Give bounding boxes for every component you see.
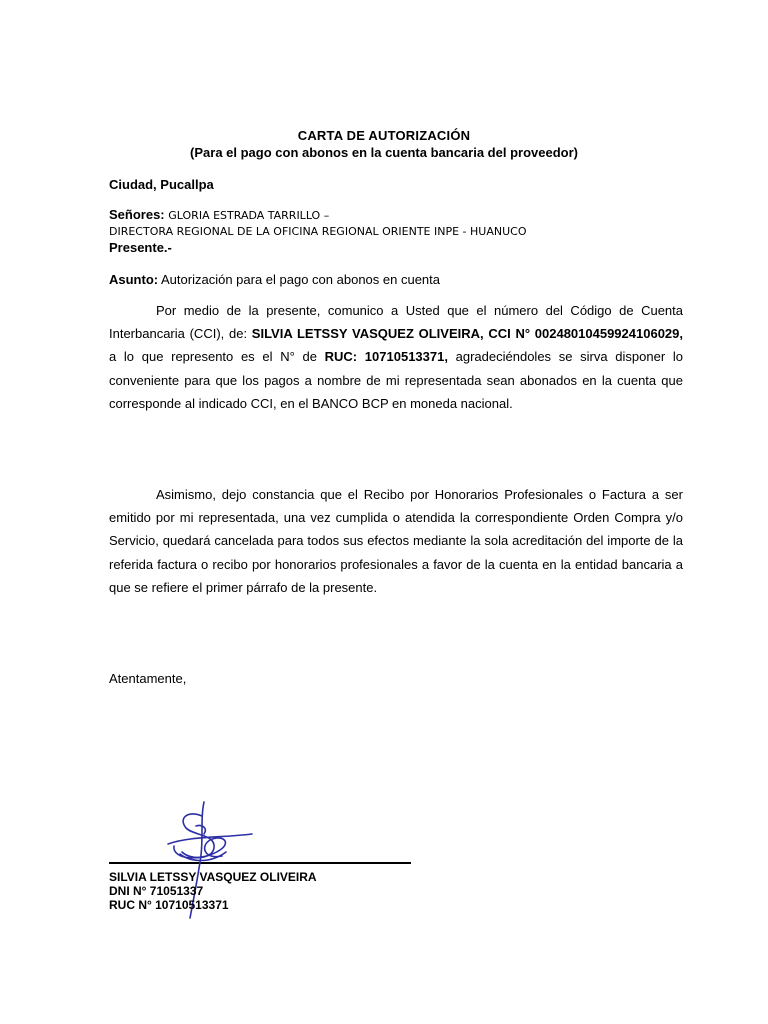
paragraph-text: a lo que represento es el N° de [109, 349, 325, 365]
letter-title: CARTA DE AUTORIZACIÓN [297, 128, 471, 143]
subject-line [109, 272, 440, 287]
closing: Atentamente, [109, 671, 187, 686]
paragraph-text: Asimismo, dejo constancia que el Recibo por Honorarios Profesionales o Factura a ser emitido por mi representada, una vez cumplida o atendida la correspondiente Orden Compra y/o Servicio, quedará cancelada para todos sus efectos mediante la sola acreditación del importe de la referida factura o recibo por honorarios profesionales a favor de la cuenta en la entidad bancaria a que se refiere el primer párrafo de la presente. [109, 487, 683, 595]
presente-line: Presente.- [109, 240, 172, 255]
ruc-number: RUC: 10710513371, [324, 349, 448, 365]
signer-ruc: RUC N° 10710513371 [109, 898, 229, 912]
signature-line [109, 862, 411, 864]
letter-subtitle: (Para el pago con abonos en la cuenta bancaria del proveedor) [190, 145, 578, 160]
paragraph-authorization [109, 299, 683, 415]
signer-name: SILVIA LETSSY VASQUEZ OLIVEIRA [109, 870, 317, 884]
paragraph-text: agradeciéndoles se sirva disponer lo conveniente para que los pagos a nombre de mi representada sean abonados en la cuenta que corresponde al indicado CCI, en el BANCO BCP en moneda nacional. [109, 349, 683, 411]
paragraph-text: Por medio de la presente, comunico a Usted que el número del Código de Cuenta Interbancaria (CCI), de: [109, 303, 683, 342]
recipient-name: GLORIA ESTRADA TARRILLO – [168, 209, 330, 222]
subject-label: Asunto: [109, 272, 159, 287]
recipient-line [109, 207, 329, 222]
signer-dni: DNI N° 71051337 [109, 884, 204, 898]
city-line: Ciudad, Pucallpa [109, 177, 214, 192]
paragraph-constancia [109, 483, 683, 599]
recipient-position: DIRECTORA REGIONAL DE LA OFICINA REGIONAL ORIENTE INPE - HUANUCO [109, 225, 527, 238]
account-holder-cci: SILVIA LETSSY VASQUEZ OLIVEIRA, CCI N° 00248010459924106029, [251, 326, 683, 342]
subject-text: Autorización para el pago con abonos en cuenta [161, 272, 440, 287]
recipient-label: Señores: [109, 207, 165, 222]
